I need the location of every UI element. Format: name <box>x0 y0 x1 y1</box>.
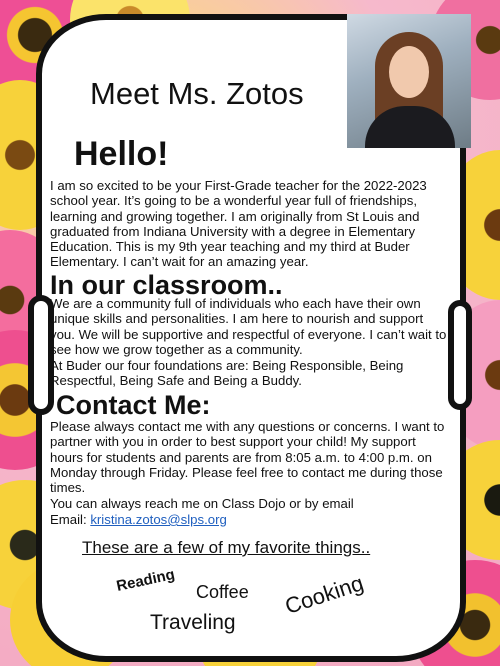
frame-notch-right <box>448 300 472 410</box>
email-label: Email: <box>50 512 87 527</box>
foundations-paragraph: At Buder our four foundations are: Being Responsible, Being Respectful, Being Safe and Being a Buddy. <box>50 358 404 389</box>
favorite-reading: Reading <box>114 566 177 595</box>
teacher-photo <box>347 14 471 148</box>
intro-paragraph: I am so excited to be your First-Grade teacher for the 2022-2023 school year. It’s going to be a wonderful year full of friendships, learning and growing together. I am originally from St Louis and graduated from Indiana University with a degree in Elementary Education. This is my 9th year teaching and my third at Buder Elementary. I can’t wait for an amazing year. <box>50 178 427 270</box>
dojo-line: You can always reach me on Class Dojo or by email <box>50 496 354 511</box>
favorite-cooking: Cooking <box>281 570 367 619</box>
email-link[interactable]: kristina.zotos@slps.org <box>90 512 227 527</box>
classroom-paragraph: We are a community full of individuals who each have their own unique skills and personalities. I am here to nourish and support you. We will be supportive and respectful of everyone. I can’t wait to see how we grow together as a community. <box>50 296 447 357</box>
contact-heading: Contact Me: <box>56 390 211 420</box>
favorites-heading: These are a few of my favorite things.. <box>82 538 371 557</box>
email-line <box>50 512 227 527</box>
contact-paragraph: Please always contact me with any questions or concerns. I want to partner with you in order to best support your child! My support hours for students and parents are from 8:05 a.m. to 4:00 p.m. on Monday through Friday. Please feel free to contact me during those times. <box>50 419 445 496</box>
greeting-heading: Hello! <box>74 135 169 173</box>
favorite-traveling: Traveling <box>150 611 236 634</box>
favorite-coffee: Coffee <box>196 582 249 602</box>
page-title: Meet Ms. Zotos <box>90 76 304 111</box>
classroom-heading: In our classroom.. <box>50 270 283 300</box>
